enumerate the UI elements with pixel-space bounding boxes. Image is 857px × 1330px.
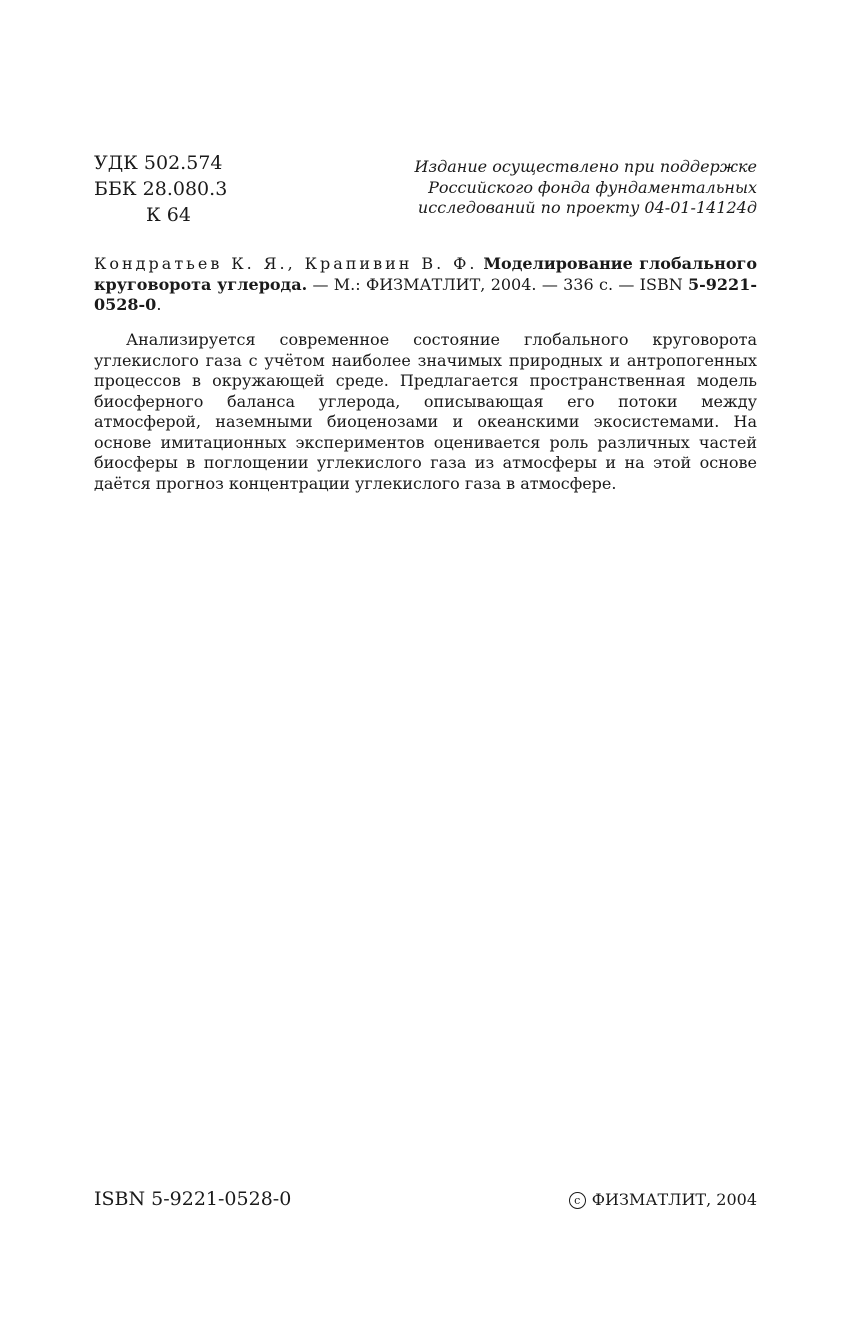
bbk-code: ББК 28.080.3 bbox=[94, 178, 228, 200]
grant-line-3: исследований по проекту 04-01-14124д bbox=[417, 198, 757, 217]
book-title: Моделирование глобального круговорота углерода. bbox=[94, 254, 757, 294]
annotation-paragraph: Анализируется современное состояние глобального круговорота углекислого газа с учётом наиболее значимых природных и антропогенных процессов в окружающей среде. Предлагается пространственная модель биосферного баланса углерода, описывающая его потоки между атмосферой, наземными биоценозами и океанскими экосистемами. На основе имитационных экспериментов оценивается роль различных частей биосферы в поглощении углекислого газа из атмосферы и на этой основе даётся прогноз концентрации углекислого газа в атмосфере. bbox=[94, 330, 757, 493]
copyright-icon: c bbox=[569, 1192, 586, 1209]
imprint: — М.: ФИЗМАТЛИТ, 2004. — 336 с. — bbox=[312, 274, 635, 294]
isbn-end: . bbox=[156, 295, 162, 314]
grant-notice bbox=[397, 157, 757, 219]
grant-line-2: Российского фонда фундаментальных bbox=[428, 177, 757, 197]
authors: Кондратьев К. Я., Крапивин В. Ф. bbox=[94, 254, 478, 273]
bibliographic-record bbox=[94, 254, 757, 316]
isbn-label: ISBN bbox=[639, 274, 683, 294]
udk-code: УДК 502.574 bbox=[94, 152, 223, 174]
author-mark: К 64 bbox=[146, 204, 191, 226]
isbn-number: 5-9221-0528-0 bbox=[94, 274, 757, 314]
footer-isbn: ISBN 5-9221-0528-0 bbox=[94, 1188, 292, 1210]
grant-line-1: Издание осуществлено при поддержке bbox=[414, 157, 757, 176]
classification-codes bbox=[94, 150, 227, 228]
copyright-text: ФИЗМАТЛИТ, 2004 bbox=[591, 1190, 757, 1209]
footer-copyright bbox=[569, 1190, 757, 1209]
